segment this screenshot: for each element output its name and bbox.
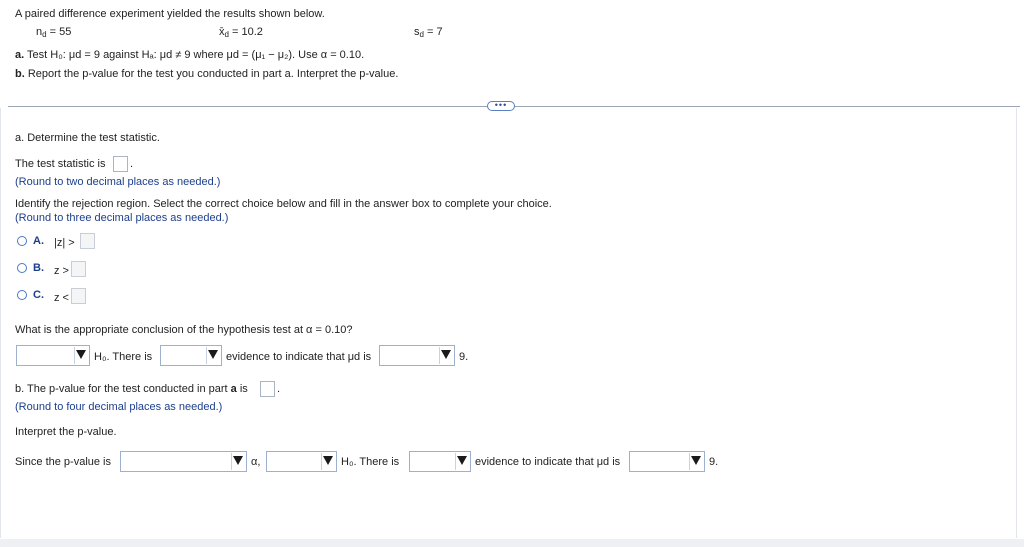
test-statistic-input[interactable] bbox=[113, 156, 128, 172]
dropdown-divider bbox=[321, 453, 322, 470]
choice-c-expr: z < bbox=[54, 292, 69, 304]
conclusion-mid-text: evidence to indicate that μd is bbox=[226, 351, 372, 363]
dropdown-divider bbox=[206, 347, 207, 364]
statistic-period: . bbox=[130, 158, 134, 170]
panel-right-border bbox=[1016, 108, 1017, 538]
chevron-down-icon bbox=[208, 350, 218, 359]
xbar-d-label: $x̄_d = 10.2$ bbox=[219, 26, 263, 39]
pvalue-decision-dropdown[interactable] bbox=[266, 451, 337, 472]
choice-a-expr: |z| > bbox=[54, 237, 75, 249]
problem-intro: A paired difference experiment yielded the results shown below. bbox=[15, 8, 325, 20]
chevron-down-icon bbox=[457, 456, 467, 465]
part-a-heading: a. Determine the test statistic. bbox=[15, 132, 160, 144]
choice-b-expr: z > bbox=[54, 265, 69, 277]
interpret-prompt: Interpret the p-value. bbox=[15, 426, 117, 438]
dropdown-divider bbox=[689, 453, 690, 470]
chevron-down-icon bbox=[691, 456, 701, 465]
chevron-down-icon bbox=[233, 456, 243, 465]
pvalue-h0-text: H₀. There is bbox=[341, 456, 400, 468]
pvalue-relation-dropdown[interactable] bbox=[629, 451, 705, 472]
rejection-prompt: Identify the rejection region. Select the correct choice below and fill in the answer box to complete your choice. bbox=[15, 198, 552, 210]
conclusion-h0-text: H₀. There is bbox=[94, 351, 153, 363]
choice-b-input[interactable] bbox=[71, 261, 86, 277]
pvalue-comparison-dropdown[interactable] bbox=[120, 451, 247, 472]
choice-a-radio[interactable] bbox=[17, 236, 27, 246]
choice-a-input[interactable] bbox=[80, 233, 95, 249]
conclusion-end-text: 9. bbox=[459, 351, 469, 363]
pvalue-prompt: b. The p-value for the test conducted in part a is bbox=[15, 383, 248, 395]
chevron-down-icon bbox=[441, 350, 451, 359]
dropdown-divider bbox=[439, 347, 440, 364]
conclusion-prompt: What is the appropriate conclusion of the hypothesis test at α = 0.10? bbox=[15, 324, 353, 336]
conclusion-relation-dropdown[interactable] bbox=[379, 345, 455, 366]
part-a-statement: a. Test H₀: μd = 9 against Hₐ: μd ≠ 9 where μd = (μ₁ − μ₂). Use α = 0.10. bbox=[15, 49, 365, 61]
alpha-text: α, bbox=[251, 456, 261, 468]
pvalue-period: . bbox=[277, 383, 281, 395]
choice-b-radio[interactable] bbox=[17, 263, 27, 273]
since-text: Since the p-value is bbox=[15, 456, 111, 468]
more-button[interactable]: ••• bbox=[487, 101, 515, 111]
dropdown-divider bbox=[231, 453, 232, 470]
n-d-label: $n_d = 55$ bbox=[36, 26, 72, 39]
chevron-down-icon bbox=[76, 350, 86, 359]
part-b-statement: b. Report the p-value for the test you conducted in part a. Interpret the p-value. bbox=[15, 68, 399, 80]
pvalue-input[interactable] bbox=[260, 381, 275, 397]
choice-c-input[interactable] bbox=[71, 288, 86, 304]
s-d-label: $s_d = 7$ bbox=[414, 26, 443, 39]
chevron-down-icon bbox=[323, 456, 333, 465]
choice-c-letter: C. bbox=[33, 289, 44, 301]
pvalue-hint: (Round to four decimal places as needed.) bbox=[15, 401, 223, 413]
rejection-hint: (Round to three decimal places as needed.) bbox=[15, 212, 229, 224]
pvalue-evidence-text: evidence to indicate that μd is bbox=[475, 456, 621, 468]
statistic-hint: (Round to two decimal places as needed.) bbox=[15, 176, 221, 188]
choice-b-letter: B. bbox=[33, 262, 44, 274]
pvalue-evidence-dropdown[interactable] bbox=[409, 451, 471, 472]
dropdown-divider bbox=[74, 347, 75, 364]
pvalue-end-text: 9. bbox=[709, 456, 719, 468]
panel-left-border bbox=[0, 108, 1, 538]
dropdown-divider bbox=[455, 453, 456, 470]
conclusion-decision-dropdown[interactable] bbox=[16, 345, 90, 366]
choice-a-letter: A. bbox=[33, 235, 44, 247]
statistic-prompt: The test statistic is bbox=[15, 158, 106, 170]
choice-c-radio[interactable] bbox=[17, 290, 27, 300]
conclusion-evidence-dropdown[interactable] bbox=[160, 345, 222, 366]
bottom-bar bbox=[0, 539, 1024, 547]
